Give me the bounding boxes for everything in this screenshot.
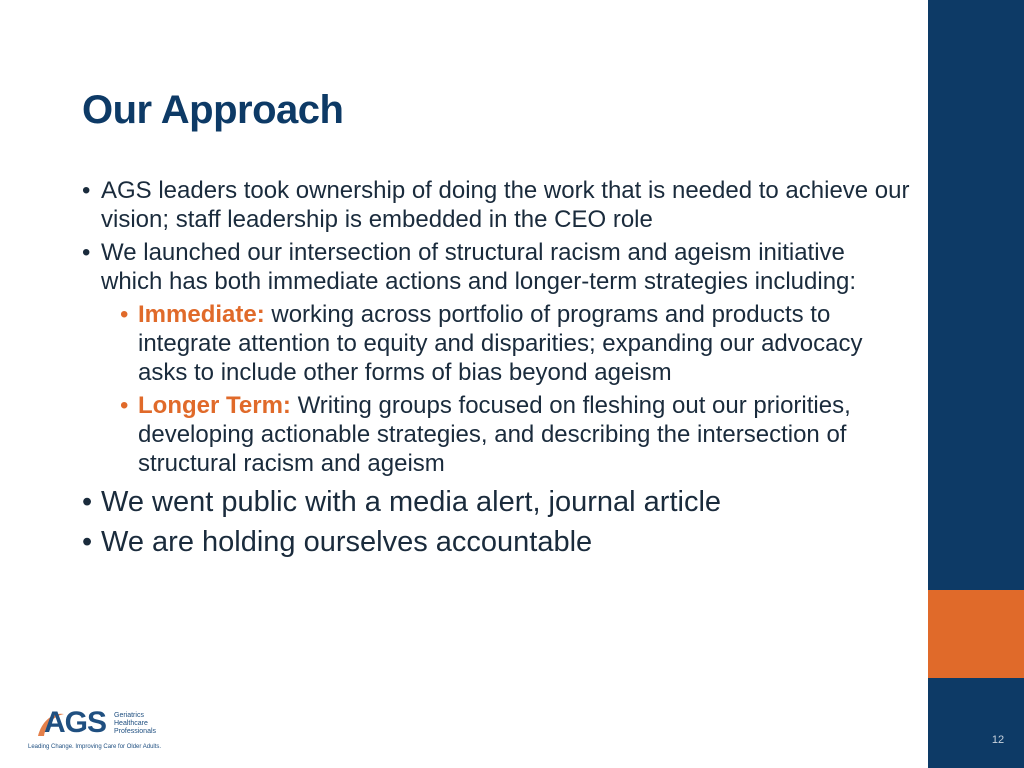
sub-bullet-lead: Immediate:: [138, 301, 265, 328]
side-accent-bar-orange: [928, 590, 1024, 678]
logo-organization: Geriatrics Healthcare Professionals: [114, 712, 157, 735]
bullet-initiative: • We launched our intersection of structural racism and ageism initiative which has both immediate actions and longer-term strategies including:: [80, 238, 910, 296]
logo-tagline: Leading Change. Improving Care for Older Adults.: [28, 744, 162, 750]
page-number: 12: [991, 734, 1005, 746]
bullet-public: • We went public with a media alert, journal article: [80, 482, 910, 522]
sub-bullet-text: Writing groups focused on fleshing out our priorities, developing actionable strategies, and describing the intersection of structural racism and ageism: [138, 392, 851, 477]
side-accent-bar-bottom: [928, 678, 1024, 768]
slide-content: [80, 176, 910, 562]
sub-bullet-lead: Longer Term:: [138, 392, 291, 419]
sub-bullet-immediate: [80, 300, 910, 387]
bullet-ownership: • AGS leaders took ownership of doing the work that is needed to achieve our vision; staff leadership is embedded in the CEO role: [80, 176, 910, 234]
ags-logo: [28, 704, 188, 760]
logo-abbreviation: AGS: [44, 706, 107, 739]
sub-bullet-longer-term: [80, 391, 910, 478]
bullet-accountable: • We are holding ourselves accountable: [80, 522, 910, 562]
side-accent-bar-top: [928, 0, 1024, 590]
slide-title: Our Approach: [82, 88, 344, 132]
sub-bullet-text: working across portfolio of programs and products to integrate attention to equity and disparities; expanding our advocacy asks to include other forms of bias beyond ageism: [138, 301, 863, 386]
